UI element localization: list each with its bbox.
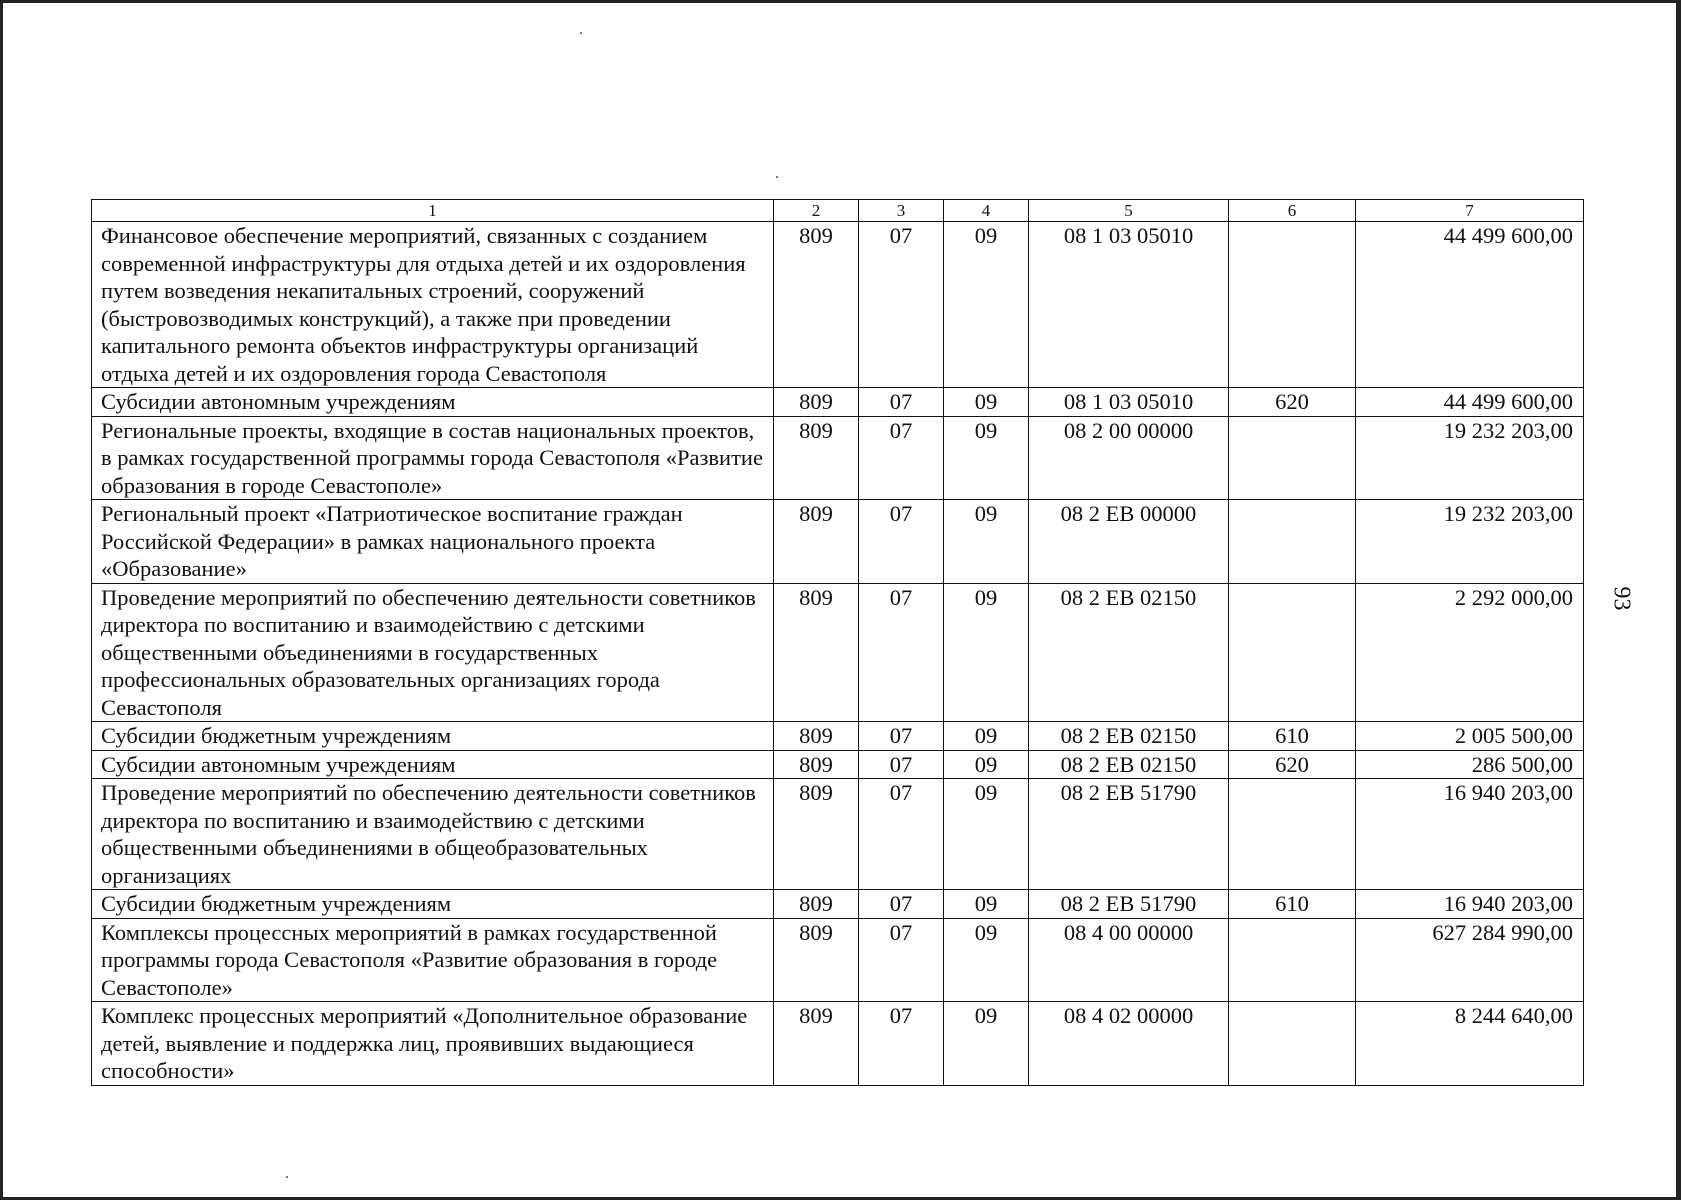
row-name: Региональный проект «Патриотическое воспитание граждан Российской Федерации» в рамках национального проекта «Образование» <box>92 500 774 584</box>
row-name: Субсидии бюджетным учреждениям <box>92 722 774 751</box>
row-col-6 <box>1229 1002 1356 1086</box>
row-col-2: 809 <box>774 750 859 779</box>
page-number: 93 <box>1608 586 1635 611</box>
row-col-6: 610 <box>1229 890 1356 919</box>
row-col-2: 809 <box>774 1002 859 1086</box>
column-header: 5 <box>1029 200 1229 222</box>
table-row <box>92 416 1584 500</box>
table-row <box>92 1002 1584 1086</box>
scan-speck <box>580 32 582 34</box>
row-col-6 <box>1229 583 1356 722</box>
column-header: 4 <box>944 200 1029 222</box>
row-col-4: 09 <box>944 388 1029 417</box>
row-col-6 <box>1229 416 1356 500</box>
table-row <box>92 222 1584 388</box>
row-col-4: 09 <box>944 890 1029 919</box>
row-amount: 16 940 203,00 <box>1356 890 1584 919</box>
row-col-3: 07 <box>859 750 944 779</box>
row-col-6: 620 <box>1229 750 1356 779</box>
row-col-4: 09 <box>944 779 1029 890</box>
row-col-4: 09 <box>944 583 1029 722</box>
row-name: Финансовое обеспечение мероприятий, связанных с созданием современной инфраструктуры для отдыха детей и их оздоровления путем возведения некапитальных строений, сооружений (быстровозводимых конструкций), а также при проведении капитального ремонта объектов инфраструктуры организаций отдыха детей и их оздоровления города Севастополя <box>92 222 774 388</box>
row-col-2: 809 <box>774 722 859 751</box>
row-col-5: 08 1 03 05010 <box>1029 222 1229 388</box>
row-amount: 2 005 500,00 <box>1356 722 1584 751</box>
row-col-2: 809 <box>774 222 859 388</box>
column-header: 2 <box>774 200 859 222</box>
row-col-5: 08 2 ЕВ 51790 <box>1029 779 1229 890</box>
row-col-3: 07 <box>859 918 944 1002</box>
row-amount: 2 292 000,00 <box>1356 583 1584 722</box>
row-col-3: 07 <box>859 500 944 584</box>
table-row <box>92 583 1584 722</box>
row-col-3: 07 <box>859 416 944 500</box>
table-row <box>92 722 1584 751</box>
row-col-3: 07 <box>859 583 944 722</box>
row-col-5: 08 2 ЕВ 02150 <box>1029 750 1229 779</box>
row-col-3: 07 <box>859 890 944 919</box>
table-row <box>92 750 1584 779</box>
row-col-5: 08 4 00 00000 <box>1029 918 1229 1002</box>
row-col-3: 07 <box>859 1002 944 1086</box>
row-col-3: 07 <box>859 388 944 417</box>
column-header: 1 <box>92 200 774 222</box>
row-name: Комплексы процессных мероприятий в рамках государственной программы города Севастополя «Развитие образования в городе Севастополе» <box>92 918 774 1002</box>
row-amount: 627 284 990,00 <box>1356 918 1584 1002</box>
row-col-3: 07 <box>859 222 944 388</box>
row-col-5: 08 2 ЕВ 02150 <box>1029 583 1229 722</box>
budget-table <box>91 199 1584 1086</box>
row-col-5: 08 2 ЕВ 00000 <box>1029 500 1229 584</box>
row-name: Субсидии бюджетным учреждениям <box>92 890 774 919</box>
row-col-2: 809 <box>774 779 859 890</box>
row-col-5: 08 4 02 00000 <box>1029 1002 1229 1086</box>
row-col-4: 09 <box>944 1002 1029 1086</box>
row-col-2: 809 <box>774 918 859 1002</box>
table-row <box>92 388 1584 417</box>
table-header-row <box>92 200 1584 222</box>
row-col-4: 09 <box>944 722 1029 751</box>
row-col-5: 08 2 ЕВ 02150 <box>1029 722 1229 751</box>
column-header: 3 <box>859 200 944 222</box>
row-amount: 19 232 203,00 <box>1356 500 1584 584</box>
table-row <box>92 779 1584 890</box>
row-col-6 <box>1229 500 1356 584</box>
row-name: Проведение мероприятий по обеспечению деятельности советников директора по воспитанию и взаимодействию с детскими общественными объединениями в государственных профессиональных образовательных организациях города Севастополя <box>92 583 774 722</box>
row-name: Региональные проекты, входящие в состав национальных проектов, в рамках государственной программы города Севастополя «Развитие образования в городе Севастополе» <box>92 416 774 500</box>
row-col-5: 08 1 03 05010 <box>1029 388 1229 417</box>
row-col-6 <box>1229 222 1356 388</box>
row-amount: 44 499 600,00 <box>1356 222 1584 388</box>
row-col-4: 09 <box>944 918 1029 1002</box>
row-amount: 16 940 203,00 <box>1356 779 1584 890</box>
row-col-5: 08 2 ЕВ 51790 <box>1029 890 1229 919</box>
row-col-2: 809 <box>774 583 859 722</box>
row-name: Субсидии автономным учреждениям <box>92 388 774 417</box>
table-row <box>92 918 1584 1002</box>
row-col-6 <box>1229 918 1356 1002</box>
row-col-4: 09 <box>944 500 1029 584</box>
row-col-6: 610 <box>1229 722 1356 751</box>
row-col-4: 09 <box>944 416 1029 500</box>
row-col-2: 809 <box>774 388 859 417</box>
scan-speck <box>286 1176 288 1178</box>
row-col-2: 809 <box>774 890 859 919</box>
column-header: 7 <box>1356 200 1584 222</box>
scan-speck <box>776 176 778 178</box>
row-amount: 286 500,00 <box>1356 750 1584 779</box>
row-col-4: 09 <box>944 750 1029 779</box>
column-header: 6 <box>1229 200 1356 222</box>
row-name: Субсидии автономным учреждениям <box>92 750 774 779</box>
row-col-6: 620 <box>1229 388 1356 417</box>
row-amount: 44 499 600,00 <box>1356 388 1584 417</box>
row-name: Проведение мероприятий по обеспечению деятельности советников директора по воспитанию и взаимодействию с детскими общественными объединениями в общеобразовательных организациях <box>92 779 774 890</box>
table-row <box>92 890 1584 919</box>
row-col-3: 07 <box>859 779 944 890</box>
row-col-2: 809 <box>774 416 859 500</box>
row-col-2: 809 <box>774 500 859 584</box>
row-col-6 <box>1229 779 1356 890</box>
row-amount: 19 232 203,00 <box>1356 416 1584 500</box>
row-col-5: 08 2 00 00000 <box>1029 416 1229 500</box>
row-col-3: 07 <box>859 722 944 751</box>
row-amount: 8 244 640,00 <box>1356 1002 1584 1086</box>
table-row <box>92 500 1584 584</box>
row-col-4: 09 <box>944 222 1029 388</box>
row-name: Комплекс процессных мероприятий «Дополнительное образование детей, выявление и поддержка лиц, проявивших выдающиеся способности» <box>92 1002 774 1086</box>
